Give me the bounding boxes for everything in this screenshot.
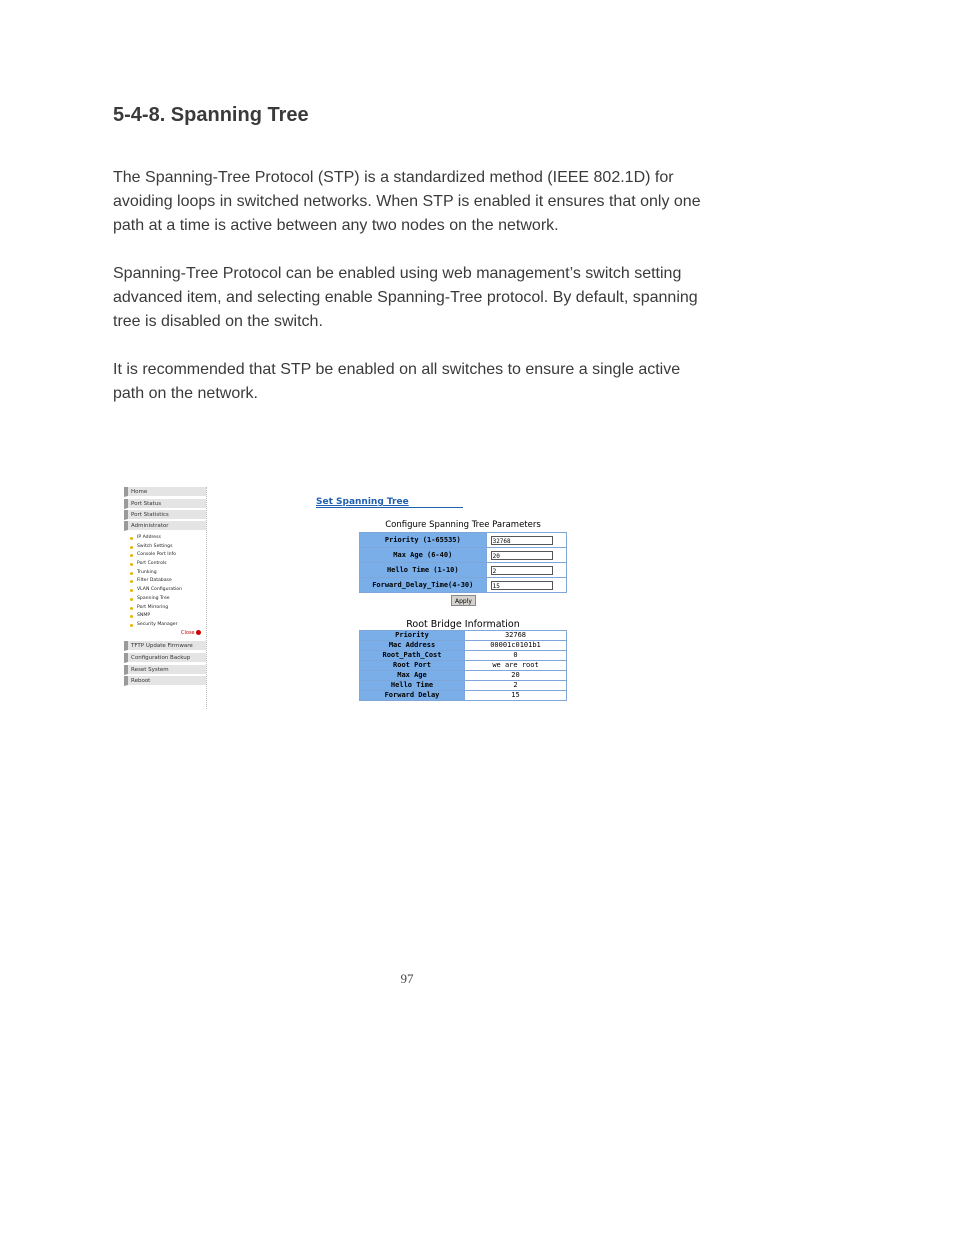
menu-item-administrator[interactable]: Administrator — [124, 521, 206, 531]
bullet-icon — [130, 580, 133, 583]
administrator-submenu — [130, 534, 206, 630]
bullet-icon — [130, 537, 133, 540]
root-label: Hello Time — [360, 681, 465, 691]
submenu-item[interactable]: SNMP — [130, 612, 206, 621]
table-row — [360, 681, 567, 691]
submenu-item[interactable]: Switch Settings — [130, 543, 206, 552]
submenu-item[interactable]: VLAN Configuration — [130, 586, 206, 595]
menu-item-port-status[interactable]: Port Status — [124, 499, 206, 509]
bullet-icon — [130, 554, 133, 557]
table-row — [360, 641, 567, 651]
param-label: Hello Time (1-10) — [360, 563, 487, 578]
table-row — [360, 533, 567, 548]
table-row — [360, 578, 567, 593]
table-row — [360, 548, 567, 563]
root-value: 0 — [465, 651, 567, 661]
submenu-item[interactable]: Console Port Info — [130, 551, 206, 560]
param-label: Priority (1-65535) — [360, 533, 487, 548]
menu-divider — [206, 487, 207, 709]
config-params-title: Configure Spanning Tree Parameters — [385, 520, 541, 530]
bullet-icon — [130, 607, 133, 610]
apply-button[interactable]: Apply — [451, 595, 476, 606]
bullet-icon — [130, 572, 133, 575]
close-icon — [196, 630, 201, 635]
submenu-item-spanning-tree[interactable]: Spanning Tree — [130, 595, 206, 604]
root-label: Root Port — [360, 661, 465, 671]
submenu-item[interactable]: Port Mirroring — [130, 604, 206, 613]
table-row — [360, 661, 567, 671]
root-value: 32768 — [465, 631, 567, 641]
paragraph-enable: Spanning-Tree Protocol can be enabled using web management’s switch setting advanced item, and selecting enable Spanning-Tree protocol. By default, spanning tree is disabled on the switch. — [113, 265, 698, 330]
root-label: Max Age — [360, 671, 465, 681]
paragraph-recommend: It is recommended that STP be enabled on all switches to ensure a single active path on the network. — [113, 361, 681, 402]
submenu-item[interactable]: Filter Database — [130, 577, 206, 586]
submenu-item[interactable]: Trunking — [130, 569, 206, 578]
priority-input[interactable]: 32768 — [491, 536, 553, 545]
root-label: Priority — [360, 631, 465, 641]
set-spanning-tree-title: Set Spanning Tree — [316, 497, 463, 508]
root-label: Mac Address — [360, 641, 465, 651]
table-row — [360, 671, 567, 681]
submenu-item[interactable]: Port Controls — [130, 560, 206, 569]
menu-item-config-backup[interactable]: Configuration Backup — [124, 653, 206, 663]
root-bridge-title: Root Bridge Information — [406, 619, 520, 630]
param-label: Forward_Delay_Time(4-30) — [360, 578, 487, 593]
section-heading: 5-4-8. Spanning Tree — [113, 104, 309, 126]
config-params-table — [359, 532, 567, 593]
bullet-icon — [130, 615, 133, 618]
web-menu-sidebar — [124, 487, 207, 709]
submenu-item[interactable]: IP Address — [130, 534, 206, 543]
root-label: Forward Delay — [360, 691, 465, 701]
root-value: 20 — [465, 671, 567, 681]
close-link[interactable]: Close — [181, 630, 201, 636]
bullet-icon — [130, 589, 133, 592]
bullet-icon — [130, 546, 133, 549]
paragraph-intro: The Spanning-Tree Protocol (STP) is a standardized method (IEEE 802.1D) for avoiding loops in switched networks. When STP is enabled it ensures that only one path at a time is active between any two nodes on the network. — [113, 169, 701, 234]
hello-time-input[interactable]: 2 — [491, 566, 553, 575]
table-row — [360, 691, 567, 701]
root-bridge-table — [359, 630, 567, 701]
root-value: 00001c0101b1 — [465, 641, 567, 651]
root-value: 15 — [465, 691, 567, 701]
root-label: Root_Path_Cost — [360, 651, 465, 661]
bullet-icon — [130, 598, 133, 601]
max-age-input[interactable]: 20 — [491, 551, 553, 560]
submenu-item[interactable]: Security Manager — [130, 621, 206, 630]
forward-delay-input[interactable]: 15 — [491, 581, 553, 590]
table-row — [360, 563, 567, 578]
bullet-icon — [130, 563, 133, 566]
table-row — [360, 651, 567, 661]
menu-item-tftp-update[interactable]: TFTP Update Firmware — [124, 641, 206, 651]
table-row — [360, 631, 567, 641]
bullet-icon — [130, 624, 133, 627]
menu-item-port-statistics[interactable]: Port Statistics — [124, 510, 206, 520]
root-value: 2 — [465, 681, 567, 691]
menu-item-home[interactable]: Home — [124, 487, 206, 497]
param-label: Max Age (6-40) — [360, 548, 487, 563]
menu-item-reset-system[interactable]: Reset System — [124, 665, 206, 675]
menu-item-reboot[interactable]: Reboot — [124, 676, 206, 686]
page-number: 97 — [400, 971, 414, 986]
root-value: we are root — [465, 661, 567, 671]
